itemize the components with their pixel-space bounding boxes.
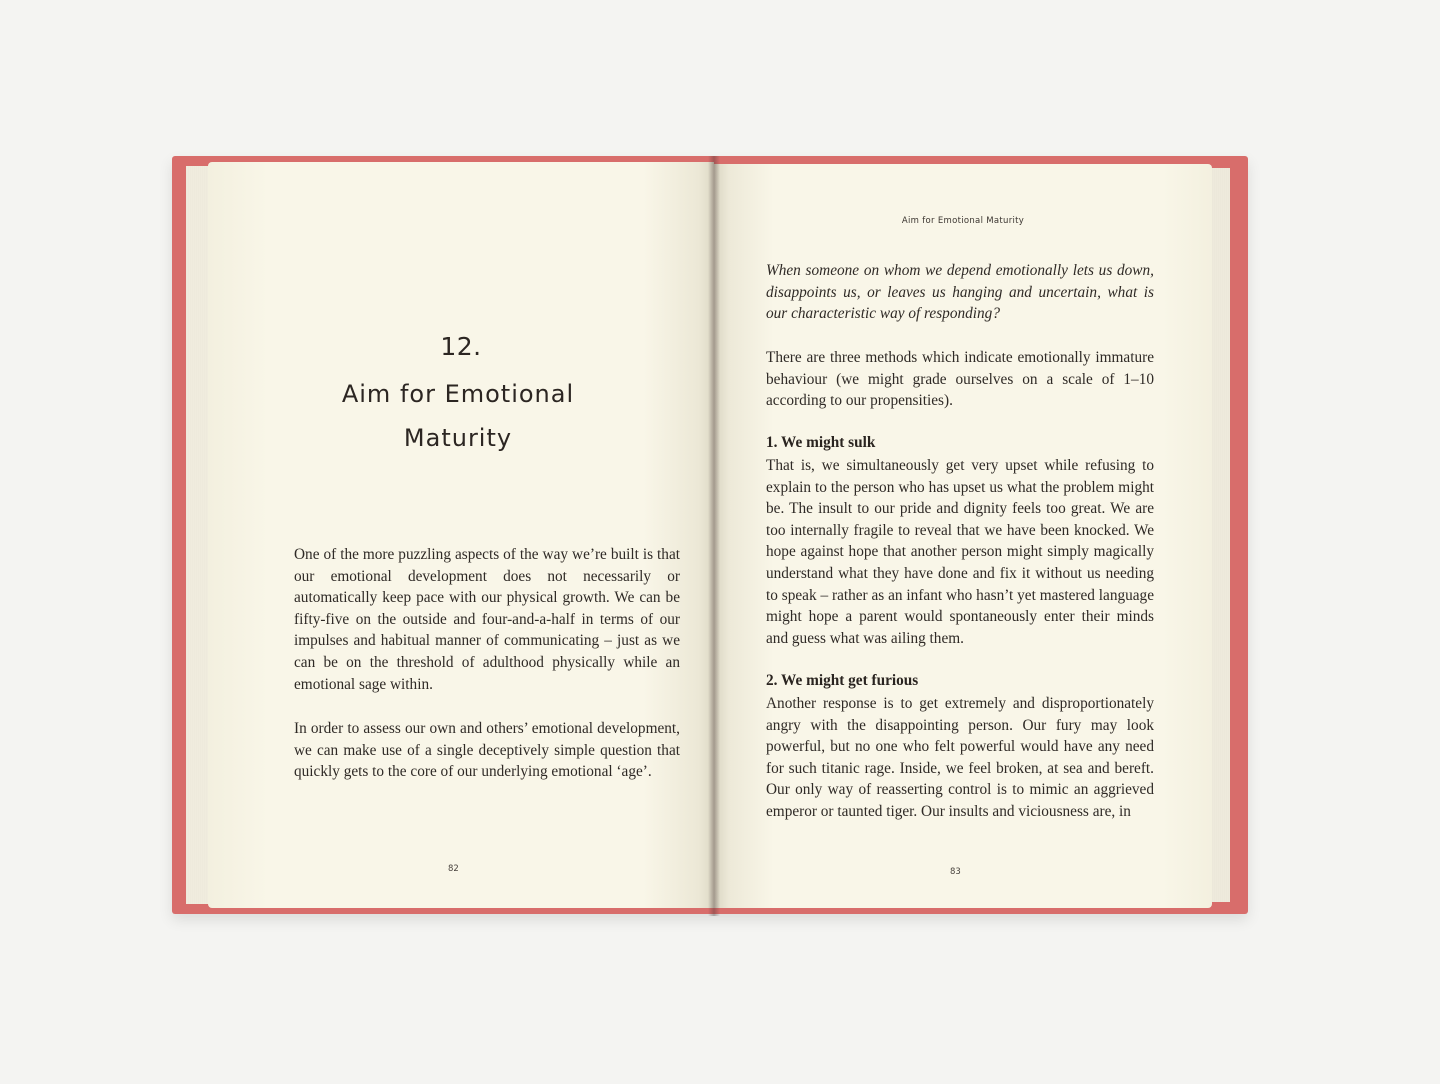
open-book: [172, 156, 1248, 916]
section-heading-sulk: 1. We might sulk: [766, 434, 876, 451]
chapter-number: 12.: [440, 332, 482, 361]
page-number-right: 83: [950, 867, 961, 877]
section-heading-furious: 2. We might get furious: [766, 672, 919, 689]
chapter-title: Aim for Emotional Maturity: [341, 380, 575, 452]
page-edges-right: [1210, 168, 1230, 902]
page-edges-left: [186, 166, 208, 904]
section-text-sulk: That is, we simultaneously get very upset while refusing to explain to the person who has upset us what the problem might be. The insult to our pride and dignity feels too great. We are too internally fragile to reveal that we have been knocked. We hope against hope that another person might simply magically understand what they have done and fix it without us needing to speak – rather as an infant who hasn’t yet mastered language might hope a parent would spontaneously enter their minds and guess what was ailing them.: [766, 457, 1154, 647]
running-head: Aim for Emotional Maturity: [901, 216, 1025, 226]
left-paragraph-2: In order to assess our own and others’ emotional development, we can make use of a single deceptively simple question that quickly gets to the core of our underlying emotional ‘age’.: [294, 720, 680, 781]
left-page: [208, 162, 714, 908]
right-page: [714, 164, 1212, 908]
italic-question: When someone on whom we depend emotionally lets us down, disappoints us, or leaves us hanging and uncertain, what is our characteristic way of responding?: [766, 262, 1154, 323]
intro-paragraph: There are three methods which indicate emotionally immature behaviour (we might grade ourselves on a scale of 1–10 according to our propensities).: [766, 349, 1154, 410]
left-paragraph-1: One of the more puzzling aspects of the way we’re built is that our emotional development does not necessarily or automatically keep pace with our physical growth. We can be fifty-five on the outside and four-and-a-half in terms of our impulses and habitual manner of communicating – just as we can be on the threshold of adulthood physically while an emotional sage within.: [294, 546, 680, 693]
page-number-left: 82: [448, 864, 459, 874]
book-gutter: [708, 156, 720, 916]
section-text-furious: Another response is to get extremely and disproportionately angry with the disappointing person. Our fury may look powerful, but no one who felt powerful would have any need for such titanic rage. Inside, we feel broken, at sea and bereft. Our only way of reasserting control is to mimic an aggrieved emperor or taunted tiger. Our insults and viciousness are, in: [766, 695, 1154, 820]
